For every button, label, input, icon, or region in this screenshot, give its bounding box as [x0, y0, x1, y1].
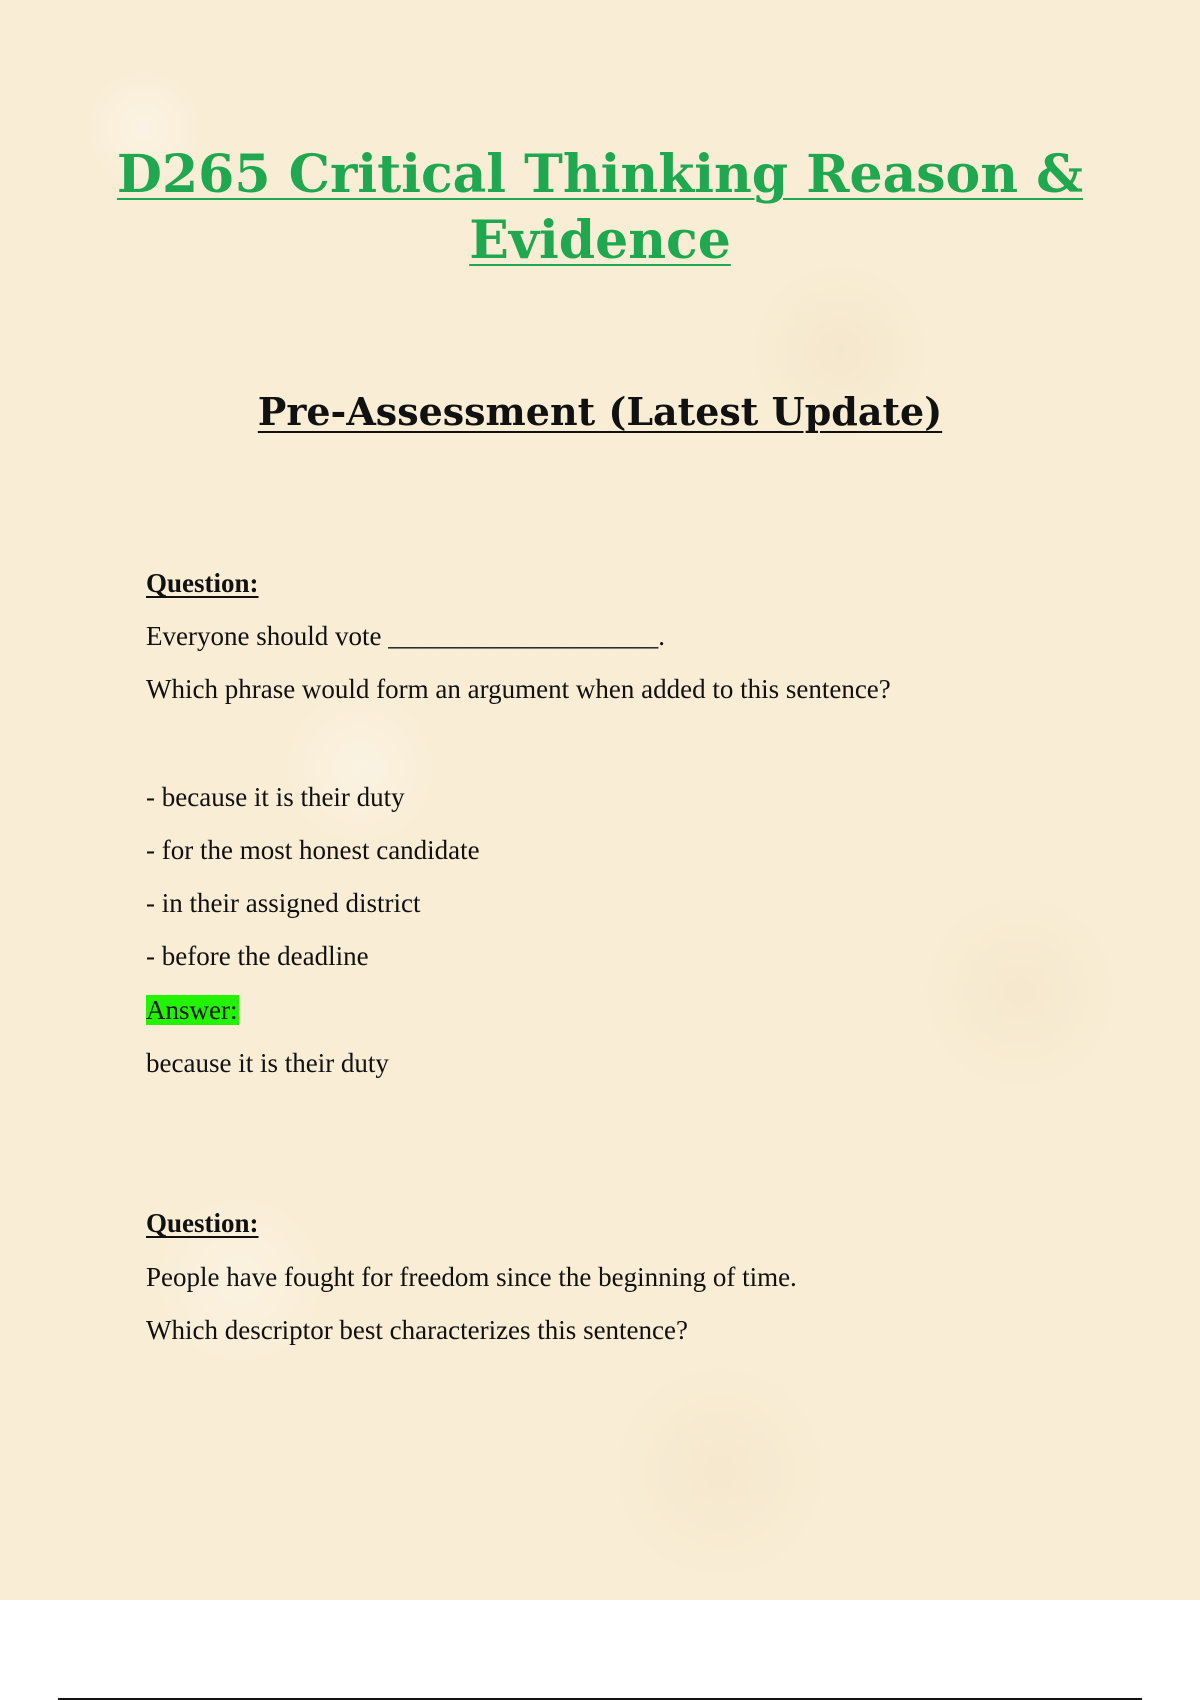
question-1-instruction: Which phrase would form an argument when added to this sentence?: [146, 674, 891, 704]
document-title: [100, 142, 1100, 274]
title-line-2: Evidence: [469, 210, 731, 271]
title-line-1: D265 Critical Thinking Reason &: [116, 144, 1084, 205]
question-1-option-2: - for the most honest candidate: [146, 835, 480, 865]
question-2-label: Question:: [146, 1208, 259, 1238]
question-2-instruction: Which descriptor best characterizes this sentence?: [146, 1315, 688, 1345]
question-2-prompt: People have fought for freedom since the beginning of time.: [146, 1262, 797, 1292]
question-1-option-1: - because it is their duty: [146, 782, 405, 812]
question-1-prompt: Everyone should vote ____________________.: [146, 621, 665, 651]
document-subtitle: Pre-Assessment (Latest Update): [257, 389, 943, 434]
question-1-answer-label: [146, 993, 239, 1027]
question-1-label: Question:: [146, 568, 259, 598]
question-1-answer: because it is their duty: [146, 1048, 389, 1078]
question-1-option-4: - before the deadline: [146, 941, 369, 971]
answer-highlight: Answer:: [146, 995, 238, 1025]
question-1-option-3: - in their assigned district: [146, 888, 421, 918]
